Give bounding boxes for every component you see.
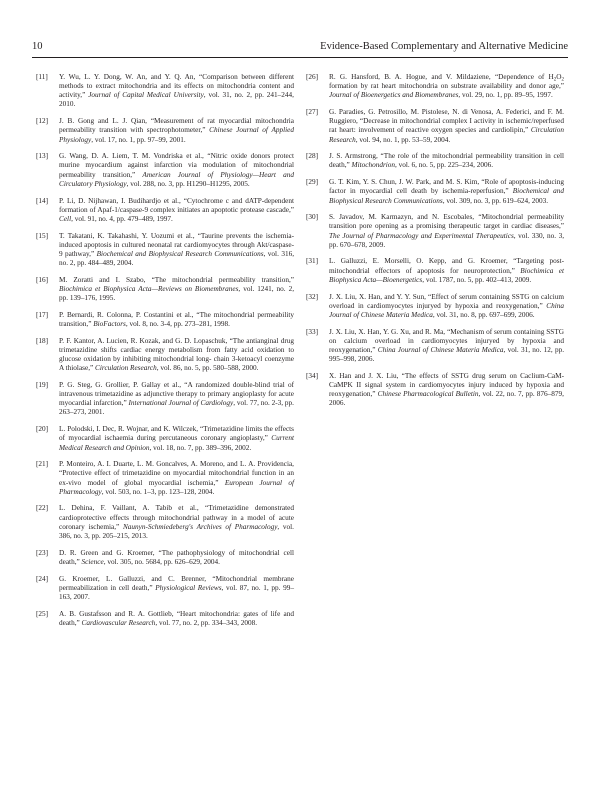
subscript: 2 — [561, 77, 564, 83]
reference-title: “Effect of serum containing SSTG on calcium overload in cardiomyocytes injuryed by hypoxia and reoxygenation,” — [329, 292, 564, 310]
reference-number: [22] — [36, 504, 49, 513]
reference-title: “Trimetazidine demonstrated cardioprotective effects through mitochondrial pathway in a model of acute coronary ischemia,” — [59, 504, 294, 531]
reference-details: , vol. 1241, no. 2, pp. 139–176, 1995. — [59, 284, 295, 303]
reference-title: “Measurement of rat myocardial mitochondria permeability transition with spectrophotometer,” — [59, 117, 294, 135]
reference-source: Chinese Journal of Applied Physiology — [59, 126, 294, 144]
reference-20 — [36, 425, 294, 452]
reference-details: , vol. 288, no. 3, pp. H1290–H1295, 2005. — [126, 179, 250, 188]
reference-27 — [306, 108, 564, 145]
reference-title: “Decrease in mitochondrial complex I activity in ischemic/reperfused rat heart: involvement of reactive oxygen species and cardiolipin,” — [329, 117, 564, 135]
reference-title: “Cytochrome c and dATP-dependent formation of Apaf-1/caspase-9 complex initiates an apoptotic protease cascade,” — [59, 196, 295, 214]
reference-number: [14] — [36, 196, 49, 205]
reference-33 — [306, 328, 564, 365]
reference-title: “Protective effect of trimetazidine on myocardial mitochondrial function in an ex-vivo model of global myocardial ischemia,” — [59, 469, 294, 487]
references-left-column — [36, 73, 294, 636]
reference-details: , vol. 18, no. 7, pp. 389–396, 2002. — [149, 443, 252, 452]
reference-number: [27] — [306, 108, 319, 117]
reference-number: [34] — [306, 371, 319, 380]
reference-source: China Journal of Chinese Materia Medica — [329, 301, 564, 319]
reference-25 — [36, 610, 294, 628]
reference-31 — [306, 257, 564, 284]
reference-details: , vol. 31, no. 2, pp. 241–244, 2010. — [59, 91, 294, 109]
reference-13 — [36, 152, 294, 189]
reference-title: “Targeting post-mitochondrial effectors of apoptosis for neuroprotection,” — [329, 257, 564, 275]
reference-source: Circulation Research — [95, 364, 157, 373]
reference-details: , vol. 22, no. 7, pp. 876–879, 2006. — [329, 390, 564, 408]
reference-authors: G. Wang, D. A. Liem, T. M. Vondriska et al., — [59, 152, 208, 161]
reference-title: “Mitochondrial membrane permeabilization in cell death,” — [59, 574, 294, 592]
reference-title: “Nitric oxide donors protect murine myocardium against infarction via modulation of mitochondrial permeability transition,” — [59, 152, 295, 179]
reference-details: , vol. 6, no. 5, pp. 225–234, 2006. — [395, 161, 494, 170]
reference-source: Journal of Capital Medical University — [88, 91, 204, 100]
reference-34 — [306, 372, 564, 409]
reference-authors: J. B. Gong and L. J. Qian, — [59, 117, 151, 126]
reference-22 — [36, 504, 294, 541]
reference-authors: J. S. Armstrong, — [329, 152, 381, 161]
reference-details: , vol. 31, no. 8, pp. 697–699, 2006. — [432, 310, 535, 319]
reference-authors: P. F. Kantor, A. Lucien, R. Kozak, and G. D. Lopaschuk, — [59, 336, 230, 345]
reference-details: , vol. 309, no. 3, pp. 619–624, 2003. — [442, 196, 549, 205]
reference-number: [20] — [36, 425, 49, 434]
subscript: 2 — [553, 77, 557, 83]
reference-16 — [36, 276, 294, 303]
reference-15 — [36, 232, 294, 269]
reference-authors: G. Paradies, G. Petrosillo, M. Pistolese, N. di Venosa, A. Federici, and F. M. Ruggiero, — [329, 108, 564, 126]
journal-title: Evidence-Based Complementary and Alternative Medicine — [320, 41, 568, 52]
reference-23 — [36, 549, 294, 567]
reference-29 — [306, 178, 564, 205]
reference-details: , vol. 17, no. 1, pp. 97–99, 2001. — [91, 135, 186, 144]
reference-12 — [36, 117, 294, 144]
reference-authors: Y. Wu, L. Y. Dong, W. An, and Y. Q. An, — [59, 73, 200, 81]
reference-title: “The effects of SSTG drug serum on Caclium-CaM-CaMPK II signal system in cardiomyocytes injury induced by hypoxia and reoxygenation,” — [329, 371, 564, 399]
reference-source: Current Medical Research and Opinion — [59, 434, 294, 452]
reference-source: China Journal of Chinese Materia Medica — [377, 345, 504, 354]
reference-authors: J. X. Liu, X. Han, Y. G. Xu, and R. Ma, — [329, 327, 448, 336]
reference-title: “Trimetazidine limits the effects of myocardial ischaemia during percutaneous coronary angioplasty,” — [59, 425, 295, 443]
reference-source: Biochimica et Biophysica Acta—Reviews on Biomembranes — [59, 284, 239, 293]
reference-authors: X. Han and J. X. Liu, — [329, 371, 402, 380]
reference-18 — [36, 337, 294, 374]
reference-authors: R. G. Hansford, B. A. Hogue, and V. Mildaziene, — [329, 73, 495, 81]
reference-number: [18] — [36, 336, 49, 345]
reference-number: [15] — [36, 231, 49, 240]
reference-number: [25] — [36, 609, 49, 618]
page-number: 10 — [32, 41, 43, 52]
reference-number: [33] — [306, 327, 319, 336]
reference-details: , vol. 86, no. 5, pp. 580–588, 2000. — [156, 364, 259, 373]
reference-details: , vol. 8, no. 3-4, pp. 273–281, 1998. — [125, 320, 230, 328]
reference-title: “The role of the mitochondrial permeability transition in cell death,” — [329, 152, 564, 170]
reference-details: , vol. 330, no. 3, pp. 670–678, 2009. — [329, 231, 565, 249]
reference-authors: P. Li, D. Nijhawan, I. Budihardjo et al., — [59, 196, 184, 205]
reference-source: European Journal of Pharmacology — [59, 478, 294, 496]
reference-source: Biochemical and Biophysical Research Communications — [96, 249, 264, 258]
reference-number: [11] — [36, 73, 48, 81]
reference-source: Science — [81, 557, 104, 566]
reference-title: “Heart mitochondria: gates of life and death,” — [59, 609, 294, 627]
reference-17 — [36, 311, 294, 329]
reference-authors: T. Takatani, K. Takahashi, Y. Uozumi et al., — [59, 231, 198, 240]
reference-title-part: “Dependence of H — [494, 73, 554, 81]
reference-number: [21] — [36, 460, 49, 469]
reference-number: [31] — [306, 257, 319, 266]
reference-number: [12] — [36, 117, 49, 126]
reference-details: , vol. 29, no. 1, pp. 89–95, 1997. — [458, 91, 553, 100]
reference-authors: G. T. Kim, Y. S. Chun, J. W. Park, and M. S. Kim, — [329, 178, 482, 187]
reference-details: , vol. 1787, no. 5, pp. 402–413, 2009. — [422, 275, 532, 284]
reference-source: Biochimica et Biophysica Acta—Bioenergetics — [329, 266, 564, 284]
reference-number: [29] — [306, 178, 319, 187]
reference-authors: D. R. Green and G. Kroemer, — [59, 548, 159, 557]
reference-32 — [306, 293, 564, 320]
reference-details: , vol. 316, no. 2, pp. 484–489, 2004. — [59, 249, 295, 268]
reference-source: Naunyn-Schmiedeberg's Archives of Pharmacology — [122, 522, 278, 531]
reference-19 — [36, 381, 294, 418]
reference-number: [17] — [36, 310, 49, 319]
reference-details: , vol. 503, no. 1–3, pp. 123–128, 2004. — [101, 487, 215, 496]
reference-details: , vol. 31, no. 12, pp. 995–998, 2006. — [329, 345, 565, 364]
reference-source: Journal of Bioenergetics and Biomembranes — [329, 91, 459, 100]
reference-title: “The pathophysiology of mitochondrial cell death,” — [59, 548, 294, 566]
reference-number: [24] — [36, 574, 49, 583]
reference-number: [28] — [306, 152, 319, 161]
reference-authors: A. B. Gustafsson and R. A. Gottlieb, — [59, 609, 177, 618]
reference-title-part: O — [556, 73, 562, 81]
reference-source: International Journal of Cardiology — [128, 399, 234, 408]
reference-authors: P. Bernardi, R. Colonna, P. Costantini et al., — [59, 310, 197, 319]
reference-title: “Role of apoptosis-inducing factor in myocardial cell death by ischemia-reperfusion,” — [329, 178, 564, 196]
reference-24 — [36, 575, 294, 602]
reference-source: Cardiovascular Research — [81, 618, 156, 627]
reference-authors: S. Javadov, M. Karmazyn, and N. Escobales, — [329, 213, 479, 222]
reference-source: Chinese Pharmacological Bulletin — [377, 390, 479, 399]
reference-authors: L. Polodski, I. Dec, R. Wojnar, and K. Wilczek, — [59, 425, 200, 434]
reference-authors: P. Monteiro, A. I. Duarte, L. M. Goncalves, A. Moreno, and L. A. Providencia, — [59, 460, 294, 469]
reference-title-part: formation by rat heart mitochondria on substrate availability and donor age,” — [329, 82, 564, 91]
reference-details: , vol. 91, no. 4, pp. 479–489, 1997. — [71, 214, 173, 223]
reference-source: Cell — [59, 214, 72, 223]
reference-details: , vol. 386, no. 3, pp. 205–215, 2013. — [59, 522, 294, 540]
reference-number: [13] — [36, 152, 49, 161]
reference-30 — [306, 213, 564, 250]
reference-title: “The mitochondrial permeability transition,” — [151, 275, 295, 284]
reference-11 — [36, 73, 294, 110]
reference-14 — [36, 197, 294, 224]
reference-details: , vol. 87, no. 1, pp. 99–163, 2007. — [59, 583, 294, 601]
reference-title: “The mitochondrial permeability transition,” — [59, 310, 294, 328]
reference-number: [19] — [36, 380, 49, 389]
reference-source: Biochemical and Biophysical Research Communications — [329, 187, 564, 205]
reference-title: “A randomized double-blind trial of intravenous trimetazidine as adjunctive therapy to primary angioplasty for acute myocardial infarction,” — [59, 380, 294, 408]
reference-number: [30] — [306, 213, 319, 222]
reference-source: Physiological Reviews — [155, 583, 222, 592]
reference-title: “Taurine prevents the ischemia-induced apoptosis in cultured neonatal rat cardiomyocytes through Akt/caspase-9 pathway,” — [59, 231, 295, 258]
reference-source: American Journal of Physiology—Heart and Circulatory Physiology — [59, 170, 294, 188]
reference-number: [32] — [306, 292, 319, 301]
reference-authors: M. Zoratti and I. Szabo, — [59, 275, 152, 284]
reference-28 — [306, 152, 564, 170]
reference-source: Mitochondrion — [351, 161, 396, 170]
reference-details: , vol. 94, no. 1, pp. 53–59, 2004. — [355, 135, 451, 144]
reference-title: “Mechanism of serum containing SSTG on calcium overload in cardiomyocytes injuryed by hypoxia and reoxygenation,” — [329, 327, 564, 354]
reference-number: [23] — [36, 548, 49, 557]
reference-authors: L. Dehina, F. Vaillant, A. Tabib et al., — [59, 504, 205, 513]
reference-source: BioFactors — [93, 320, 126, 328]
reference-authors: J. X. Liu, X. Han, and Y. Y. Sun, — [329, 292, 429, 301]
reference-number: [16] — [36, 275, 49, 284]
page-header — [32, 40, 568, 54]
reference-authors: L. Galluzzi, E. Morselli, O. Kepp, and G. Kroemer, — [329, 257, 514, 266]
reference-details: , vol. 77, no. 2, pp. 334–343, 2008. — [155, 618, 258, 627]
reference-details: , vol. 77, no. 2-3, pp. 263–273, 2001. — [59, 399, 294, 417]
header-rule — [32, 57, 568, 58]
reference-title: “The antianginal drug trimetazidine shifts cardiac energy metabolism from fatty acid oxidation to glucose oxidation by inhibiting mitochondrial long- chain 3-ketoacyl coenzyme A thiolase,” — [59, 336, 294, 373]
reference-authors: P. G. Steg, G. Grollier, P. Gallay et al., — [59, 380, 185, 389]
reference-title: “Mitochondrial permeability transition pore opening as a promising therapeutic target in cardiac diseases,” — [329, 213, 564, 231]
reference-title: “Comparison between different methods to extract mitochondria and its effects on mitochondria content and activity,” — [59, 73, 294, 100]
reference-21 — [36, 460, 294, 497]
references-right-column — [306, 73, 564, 416]
reference-source: The Journal of Pharmacology and Experimental Therapeutics — [329, 231, 514, 240]
reference-authors: G. Kroemer, L. Galluzzi, and C. Brenner, — [59, 574, 213, 583]
reference-26 — [306, 73, 564, 100]
reference-details: , vol. 305, no. 5684, pp. 626–629, 2004. — [103, 557, 220, 566]
reference-source: Circulation Research — [329, 126, 564, 144]
reference-number: [26] — [306, 73, 319, 81]
